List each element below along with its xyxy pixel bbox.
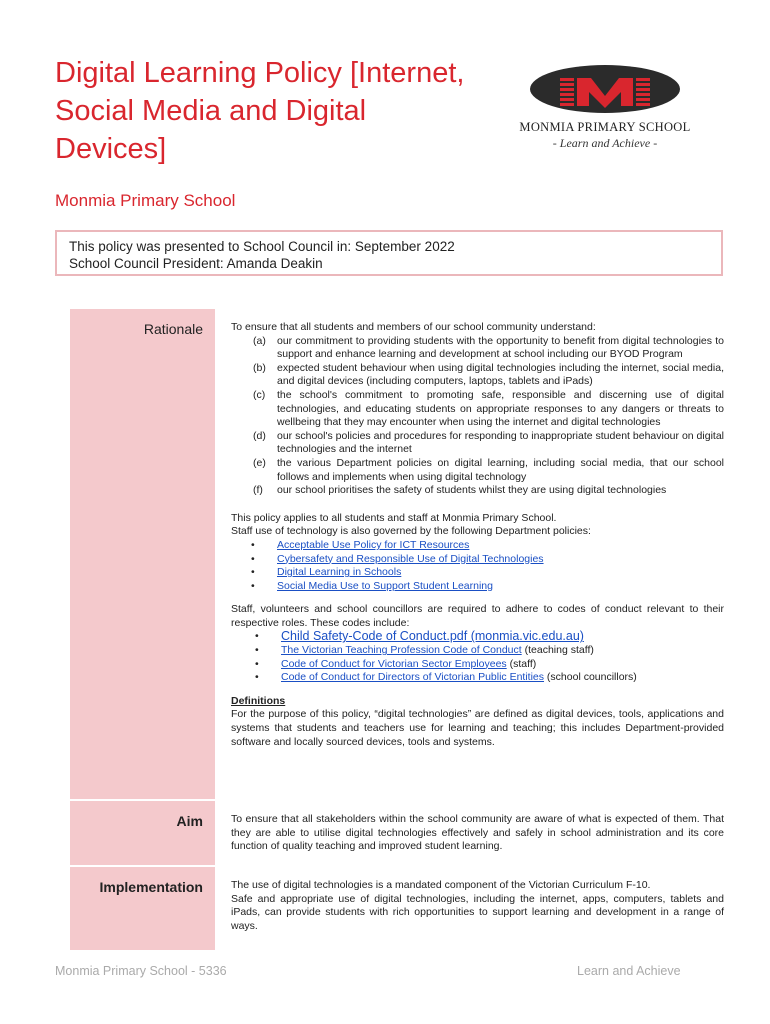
list-item: • Child Safety-Code of Conduct.pdf (monmia.vic.edu.au) — [255, 629, 584, 644]
rationale-list — [253, 335, 724, 498]
list-item: • Digital Learning in Schools — [251, 566, 402, 579]
list-item: • Code of Conduct for Directors of Victorian Public Entities (school councillors) — [255, 671, 637, 684]
aim-content: To ensure that all stakeholders within the school community are aware of what is expected of them. That they are able to utilise digital technologies effectively and safely in school administration and its core function of quality teaching and improved student learning. — [231, 813, 724, 853]
definitions-text: For the purpose of this policy, “digital technologies” are defined as digital devices, tools, applications and systems that students and teachers use for learning and teaching; this includes Department-provided software and locally sourced devices, tools and systems. — [231, 708, 724, 748]
list-item: (f) our school prioritises the safety of students whilst they are using digital technologies — [253, 484, 667, 497]
list-item: (a) our commitment to providing students with the opportunity to benefit from digital technologies to support and enhance learning and development at school including our BYOD Program — [253, 334, 724, 361]
list-item: (d) our school's policies and procedures for responding to inappropriate student behaviour on digital technologies and the internet — [253, 429, 724, 456]
school-name: Monmia Primary School — [55, 191, 236, 210]
rationale-label: Rationale — [70, 309, 215, 800]
rationale-intro: To ensure that all students and members of our school community understand: — [231, 321, 596, 333]
list-item: (e) the various Department policies on digital learning, including social media, that our school follows and implements when using digital technology — [253, 456, 724, 483]
presented-date: This policy was presented to School Council in: September 2022 — [69, 239, 455, 254]
title-line: Social Media and Digital — [55, 95, 367, 127]
implementation-text: Safe and appropriate use of digital technologies, including the internet, apps, computers, tablets and iPads, can provide students with rich opportunities to support learning and development in a range of ways. — [231, 892, 724, 932]
list-item: • Cybersafety and Responsible Use of Digital Technologies — [251, 552, 544, 565]
implementation-row — [70, 866, 724, 951]
implementation-label: Implementation — [70, 867, 215, 951]
list-item: • Acceptable Use Policy for ICT Resources — [251, 538, 470, 551]
list-item: • The Victorian Teaching Profession Code of Conduct (teaching staff) — [255, 644, 594, 657]
rationale-content — [215, 309, 724, 800]
code-link[interactable]: Child Safety-Code of Conduct.pdf (monmia.vic.edu.au) — [281, 629, 584, 644]
list-item: (c) the school's commitment to promoting safe, responsible and discerning use of digital technologies, and educating students on appropriate responses to any dangers or threats to wellbeing that they may encounter when using the internet and digital technologies — [253, 388, 724, 429]
definitions-heading: Definitions — [231, 694, 286, 707]
code-link[interactable]: Code of Conduct for Victorian Sector Employees — [281, 657, 507, 670]
footer-left: Monmia Primary School - 5336 — [55, 964, 227, 978]
logo-emblem-icon — [505, 64, 705, 120]
list-item: (b) expected student behaviour when using digital technologies including the internet, social media, and digital devices (including computers, laptops, tablets and iPads) — [253, 361, 724, 388]
logo-motto: - Learn and Achieve - — [552, 136, 658, 150]
codes-intro: Staff, volunteers and school councillors are required to adhere to codes of conduct relevant to their respective roles. These codes include: — [231, 603, 724, 629]
page-title — [55, 54, 505, 168]
dept-policy-list — [251, 539, 724, 593]
list-item: • Code of Conduct for Victorian Sector Employees (staff) — [255, 657, 537, 670]
codes-list — [255, 630, 724, 684]
footer-right: Learn and Achieve — [577, 964, 681, 978]
applies-text: This policy applies to all students and staff at Monmia Primary School. — [231, 511, 557, 524]
title-line: Devices] — [55, 133, 167, 165]
policy-link[interactable]: Digital Learning in Schools — [277, 566, 402, 579]
implementation-content — [215, 867, 724, 951]
policy-table — [70, 308, 724, 951]
logo-school-name: MONMIA PRIMARY SCHOOL — [519, 120, 691, 134]
council-info-box — [55, 230, 723, 276]
implementation-line1: The use of digital technologies is a mandated component of the Victorian Curriculum F-10. — [231, 879, 651, 891]
policy-link[interactable]: Cybersafety and Responsible Use of Digital Technologies — [277, 552, 544, 565]
list-item: • Social Media Use to Support Student Learning — [251, 579, 493, 592]
council-president: School Council President: Amanda Deakin — [69, 256, 323, 271]
code-link[interactable]: The Victorian Teaching Profession Code of Conduct — [281, 644, 522, 657]
title-line: Digital Learning Policy [Internet, — [55, 57, 465, 89]
aim-label: Aim — [70, 801, 215, 866]
policy-link[interactable]: Acceptable Use Policy for ICT Resources — [277, 538, 470, 551]
code-link[interactable]: Code of Conduct for Directors of Victorian Public Entities — [281, 671, 545, 684]
rationale-row — [70, 308, 724, 800]
policy-link[interactable]: Social Media Use to Support Student Learning — [277, 579, 493, 592]
school-logo — [505, 64, 705, 154]
aim-row — [70, 800, 724, 866]
staff-use-text: Staff use of technology is also governed by the following Department policies: — [231, 525, 591, 538]
